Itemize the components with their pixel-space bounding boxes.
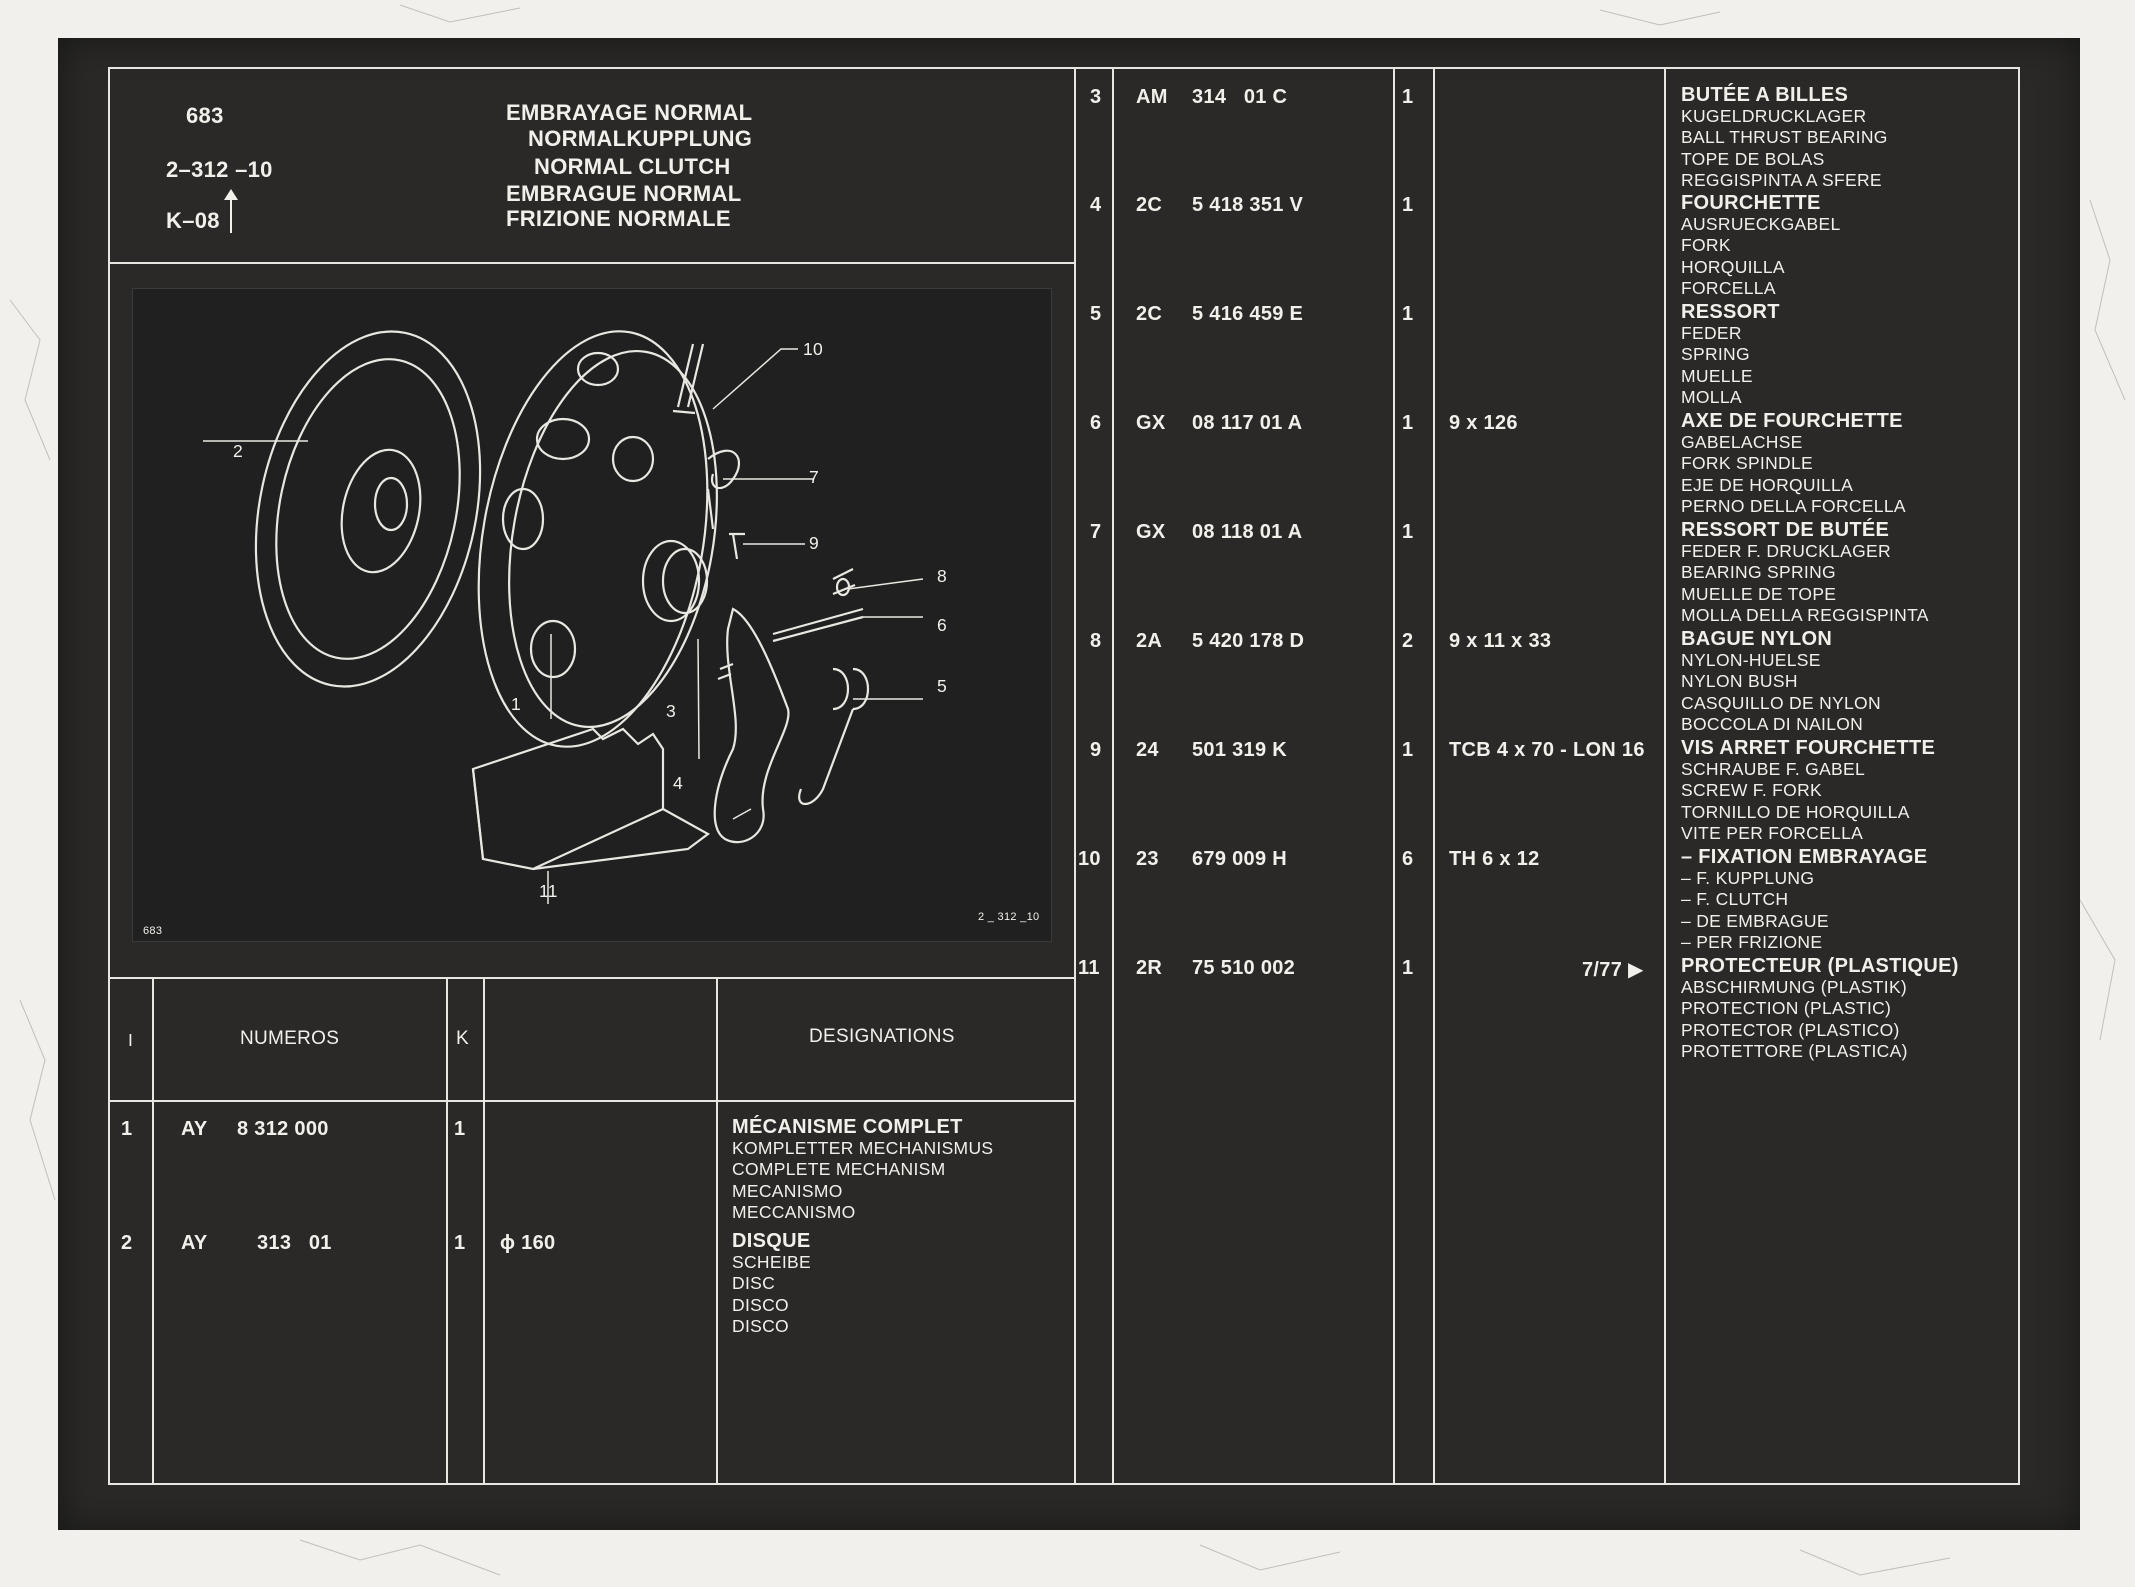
part-prefix: AY [181, 1118, 208, 1140]
designation-line: PROTECTION (PLASTIC) [1681, 998, 1892, 1019]
part-spec: 7/77 ▶ [1582, 959, 1644, 981]
divider-line [1433, 67, 1435, 1485]
designation-line: MECCANISMO [732, 1202, 856, 1223]
part-designation [732, 1230, 811, 1338]
part-designation [1681, 737, 1935, 845]
part-prefix: 2C [1136, 194, 1163, 216]
row-index: 8 [1090, 630, 1102, 652]
part-quantity: 6 [1402, 848, 1414, 870]
part-prefix: 24 [1136, 739, 1159, 761]
designation-line: TORNILLO DE HORQUILLA [1681, 801, 1910, 822]
illustration-caption-left: 683 [143, 925, 163, 937]
title-es: EMBRAGUE NORMAL [506, 181, 742, 206]
row-index: 2 [121, 1232, 133, 1254]
designation-title: BUTÉE A BILLES [1681, 84, 1849, 106]
part-quantity: 1 [1402, 86, 1414, 108]
clutch-exploded-drawing [133, 289, 1051, 941]
divider-line [108, 262, 1074, 264]
callout-number: 5 [937, 676, 948, 696]
part-designation [1681, 628, 1881, 736]
designation-line: NYLON BUSH [1681, 671, 1798, 692]
designation-title: AXE DE FOURCHETTE [1681, 410, 1903, 432]
designation-title: MÉCANISME COMPLET [732, 1116, 963, 1138]
part-quantity: 1 [454, 1232, 466, 1254]
designation-line: SPRING [1681, 344, 1750, 365]
part-number: 08 117 01 A [1192, 412, 1303, 434]
sheet-reference: 2–312 –10 [166, 157, 273, 182]
designation-line: FORK [1681, 235, 1731, 256]
part-quantity: 1 [1402, 957, 1414, 979]
part-designation [732, 1116, 993, 1224]
part-quantity: 1 [1402, 739, 1414, 761]
title-de: NORMALKUPPLUNG [528, 126, 753, 151]
designation-line: MECANISMO [732, 1180, 843, 1201]
part-prefix: 2A [1136, 630, 1163, 652]
callout-number: 9 [809, 533, 820, 553]
designation-line: GABELACHSE [1681, 432, 1803, 452]
designation-line: AUSRUECKGABEL [1681, 214, 1841, 234]
part-designation [1681, 301, 1780, 409]
designation-title: FOURCHETTE [1681, 192, 1821, 214]
callout-number: 8 [937, 566, 948, 586]
designation-line: FEDER [1681, 323, 1742, 343]
designation-line: BOCCOLA DI NAILON [1681, 714, 1864, 735]
divider-line [1664, 67, 1666, 1485]
designation-line: BALL THRUST BEARING [1681, 127, 1888, 148]
part-number: 8 312 000 [237, 1118, 329, 1140]
part-quantity: 1 [1402, 303, 1414, 325]
designation-line: – F. KUPPLUNG [1681, 868, 1815, 888]
illustration-caption-right: 2 _ 312 _10 [978, 911, 1040, 923]
designation-line: MUELLE [1681, 365, 1753, 386]
part-quantity: 2 [1402, 630, 1414, 652]
part-spec: 9 x 126 [1449, 412, 1518, 434]
callout-number: 7 [809, 467, 820, 487]
callout-number: 1 [511, 694, 522, 714]
row-index: 5 [1090, 303, 1102, 325]
row-index: 3 [1090, 86, 1102, 108]
designation-line: MOLLA DELLA REGGISPINTA [1681, 605, 1929, 626]
designation-line: PROTETTORE (PLASTICA) [1681, 1041, 1908, 1062]
part-number: 5 420 178 D [1192, 630, 1305, 652]
arrow-up-icon [230, 193, 232, 233]
callout-number: 2 [233, 441, 244, 461]
callout-number: 3 [666, 701, 677, 721]
part-quantity: 1 [1402, 412, 1414, 434]
part-number: 08 118 01 A [1192, 521, 1303, 543]
callout-number: 11 [539, 881, 558, 901]
designation-line: SCHEIBE [732, 1252, 811, 1272]
row-index: 10 [1078, 848, 1101, 870]
column-header-numeros: NUMEROS [240, 1028, 340, 1049]
part-number: 313 01 [257, 1232, 332, 1254]
designation-line: FORCELLA [1681, 278, 1776, 299]
designation-line: DISC [732, 1273, 776, 1294]
designation-title: VIS ARRET FOURCHETTE [1681, 737, 1936, 759]
designation-title: PROTECTEUR (PLASTIQUE) [1681, 955, 1959, 977]
divider-line [1393, 67, 1395, 1485]
part-designation [1681, 519, 1929, 627]
part-prefix: AY [181, 1232, 208, 1254]
designation-line: VITE PER FORCELLA [1681, 823, 1864, 844]
divider-line [483, 977, 485, 1485]
designation-line: NYLON-HUELSE [1681, 650, 1821, 670]
divider-line [716, 977, 718, 1485]
part-prefix: GX [1136, 521, 1166, 543]
designation-line: KOMPLETTER MECHANISMUS [732, 1138, 994, 1158]
column-header-index: I [128, 1030, 134, 1050]
designation-line: TOPE DE BOLAS [1681, 148, 1825, 169]
designation-line: HORQUILLA [1681, 256, 1785, 277]
designation-line: DISCO [732, 1294, 789, 1315]
part-spec: TCB 4 x 70 - LON 16 [1449, 739, 1645, 761]
designation-line: DISCO [732, 1316, 789, 1337]
designation-line: SCREW F. FORK [1681, 780, 1822, 801]
designation-line: PERNO DELLA FORCELLA [1681, 496, 1906, 517]
column-header-designations: DESIGNATIONS [809, 1026, 955, 1047]
divider-line [446, 977, 448, 1485]
designation-line: – PER FRIZIONE [1681, 932, 1823, 953]
designation-title: – FIXATION EMBRAYAGE [1681, 846, 1928, 868]
part-number: 314 01 C [1192, 86, 1288, 108]
designation-title: BAGUE NYLON [1681, 628, 1833, 650]
part-number: 5 418 351 V [1192, 194, 1304, 216]
part-designation [1681, 410, 1906, 518]
row-index: 1 [121, 1118, 133, 1140]
title-en: NORMAL CLUTCH [534, 154, 731, 179]
designation-line: KUGELDRUCKLAGER [1681, 106, 1867, 126]
callout-number: 6 [937, 615, 948, 635]
divider-line [1112, 67, 1114, 1485]
part-spec: TH 6 x 12 [1449, 848, 1540, 870]
designation-title: RESSORT [1681, 301, 1780, 323]
exploded-view-illustration [132, 288, 1052, 942]
row-index: 9 [1090, 739, 1102, 761]
part-designation [1681, 84, 1888, 192]
row-index: 11 [1078, 957, 1100, 979]
part-quantity: 1 [1402, 194, 1414, 216]
part-number: 5 416 459 E [1192, 303, 1304, 325]
designation-line: – DE EMBRAGUE [1681, 910, 1829, 931]
part-prefix: 23 [1136, 848, 1159, 870]
designation-title: RESSORT DE BUTÉE [1681, 519, 1890, 541]
title-fr: EMBRAYAGE NORMAL [506, 100, 753, 125]
designation-line: MUELLE DE TOPE [1681, 583, 1837, 604]
designation-line: REGGISPINTA A SFERE [1681, 170, 1882, 191]
designation-title: DISQUE [732, 1230, 811, 1252]
designation-line: FORK SPINDLE [1681, 453, 1813, 474]
row-index: 4 [1090, 194, 1102, 216]
part-spec: 9 x 11 x 33 [1449, 630, 1552, 652]
callout-number: 10 [803, 339, 824, 359]
part-number: 75 510 002 [1192, 957, 1296, 979]
designation-line: SCHRAUBE F. GABEL [1681, 759, 1866, 779]
part-prefix: GX [1136, 412, 1166, 434]
column-header-k: K [456, 1028, 469, 1049]
designation-line: – F. CLUTCH [1681, 889, 1789, 910]
row-index: 6 [1090, 412, 1102, 434]
part-prefix: 2C [1136, 303, 1163, 325]
designation-line: PROTECTOR (PLASTICO) [1681, 1019, 1900, 1040]
part-number: 501 319 K [1192, 739, 1287, 761]
designation-line: FEDER F. DRUCKLAGER [1681, 541, 1891, 561]
designation-line: MOLLA [1681, 387, 1742, 408]
designation-line: BEARING SPRING [1681, 562, 1836, 583]
part-designation [1681, 192, 1841, 300]
callout-number: 4 [673, 773, 684, 793]
designation-line: EJE DE HORQUILLA [1681, 474, 1854, 495]
divider-line [1074, 67, 1076, 1485]
title-it: FRIZIONE NORMALE [506, 206, 731, 231]
part-quantity: 1 [1402, 521, 1414, 543]
part-prefix: 2R [1136, 957, 1163, 979]
part-designation [1681, 846, 1927, 954]
part-prefix: AM [1136, 86, 1168, 108]
sheet-k-code: K–08 [166, 208, 220, 233]
designation-line: CASQUILLO DE NYLON [1681, 692, 1881, 713]
part-spec: ϕ 160 [500, 1232, 556, 1254]
row-index: 7 [1090, 521, 1102, 543]
divider-line [108, 977, 1074, 979]
designation-line: ABSCHIRMUNG (PLASTIK) [1681, 977, 1908, 997]
part-designation [1681, 955, 1959, 1063]
divider-line [152, 977, 154, 1485]
part-quantity: 1 [454, 1118, 466, 1140]
divider-line [108, 1100, 1074, 1102]
designation-line: COMPLETE MECHANISM [732, 1159, 946, 1180]
part-number: 679 009 H [1192, 848, 1287, 870]
sheet-code: 683 [186, 103, 224, 128]
